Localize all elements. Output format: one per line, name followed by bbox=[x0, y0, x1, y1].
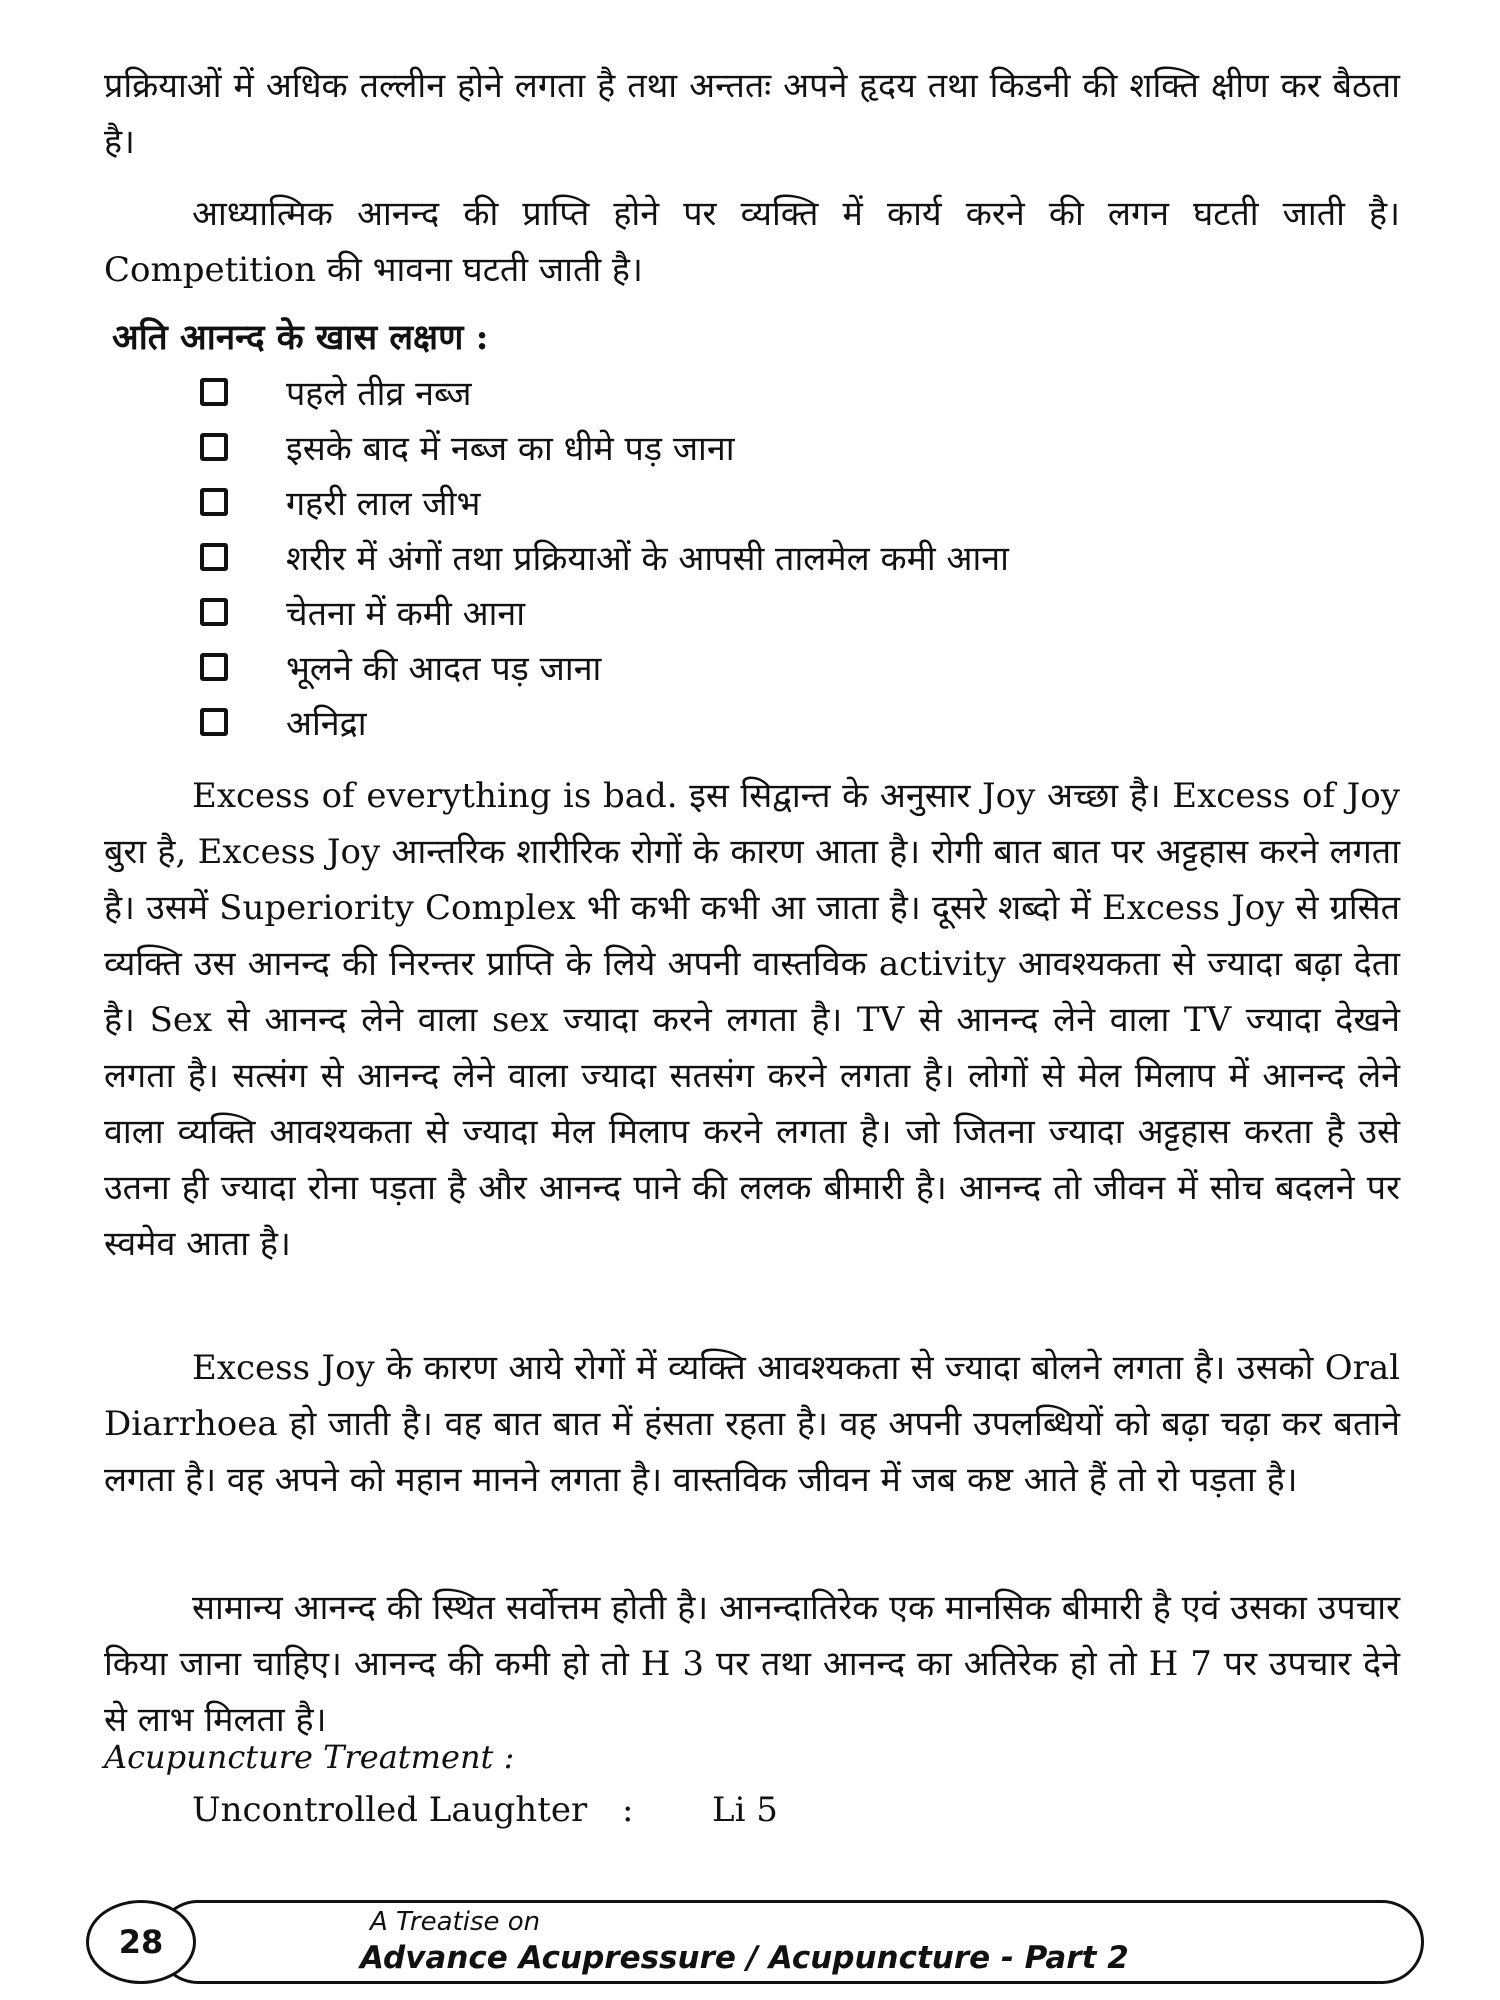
acupuncture-condition: Uncontrolled Laughter bbox=[192, 1790, 588, 1830]
list-item bbox=[200, 364, 1009, 419]
list-item bbox=[200, 639, 1009, 694]
list-item-text: पहले तीव्र नब्ज bbox=[286, 373, 472, 414]
acupuncture-separator: : bbox=[622, 1790, 634, 1830]
checkbox-bullet-icon bbox=[200, 488, 228, 516]
footer-book-title: Advance Acupressure / Acupuncture - Part 2 bbox=[360, 1940, 1129, 1976]
paragraph-continuation: प्रक्रियाओं में अधिक तल्लीन होने लगता है तथा अन्ततः अपने हृदय तथा किडनी की शक्ति क्षीण कर बैठता है। bbox=[104, 66, 1400, 162]
list-item-text: चेतना में कमी आना bbox=[286, 593, 526, 634]
paragraph-excess-joy: Excess of everything is bad. इस सिद्वान्त के अनुसार Joy अच्छा है। Excess of Joy बुरा है, Excess Joy आन्तरिक शारीरिक रोगों के कारण आता है। रोगी बात बात पर अट्टहास करने लगता है। उसमें Superiority Complex भी कभी कभी आ जाता है। दूसरे शब्दो में Excess Joy से ग्रसित व्यक्ति उस आनन्द की निरन्तर प्राप्ति के लिये अपनी वास्तविक activity आवश्यकता से ज्यादा बढ़ा देता है। Sex से आनन्द लेने वाला sex ज्यादा करने लगता है। TV से आनन्द लेने वाला TV ज्यादा देखने लगता है। सत्संग से आनन्द लेने वाला ज्यादा सतसंग करने लगता है। लोगों से मेल मिलाप में आनन्द लेने वाला व्यक्ति आवश्यकता से ज्यादा मेल मिलाप करने लगता है। जो जितना ज्यादा अट्टहास करता है उसे उतना ही ज्यादा रोना पड़ता है और आनन्द पाने की ललक बीमारी है। आनन्द तो जीवन में सोच बदलने पर स्वमेव आता है। bbox=[104, 776, 1400, 1264]
symptoms-list bbox=[200, 364, 1009, 749]
page-number: 28 bbox=[86, 1900, 196, 1984]
checkbox-bullet-icon bbox=[200, 598, 228, 626]
paragraph-excess-joy-diseases: Excess Joy के कारण आये रोगों में व्यक्ति आवश्यकता से ज्यादा बोलने लगता है। उसको Oral Diarrhoea हो जाती है। वह बात बात में हंसता रहता है। वह अपनी उपलब्धियों को बढ़ा चढ़ा कर बताने लगता है। वह अपने को महान मानने लगता है। वास्तविक जीवन में जब कष्ट आते हैं तो रो पड़ता है। bbox=[104, 1348, 1400, 1500]
paragraph-spiritual-joy: आध्यात्मिक आनन्द की प्राप्ति होने पर व्यक्ति में कार्य करने की लगन घटती जाती है। Competition की भावना घटती जाती है। bbox=[104, 194, 1400, 290]
checkbox-bullet-icon bbox=[200, 543, 228, 571]
list-item-text: शरीर में अंगों तथा प्रक्रियाओं के आपसी तालमेल कमी आना bbox=[286, 538, 1009, 579]
footer-subtitle: A Treatise on bbox=[370, 1907, 541, 1937]
list-item bbox=[200, 419, 1009, 474]
paragraph-normal-joy: सामान्य आनन्द की स्थित सर्वोत्तम होती है। आनन्दातिरेक एक मानसिक बीमारी है एवं उसका उपचार किया जाना चाहिए। आनन्द की कमी हो तो H 3 पर तथा आनन्द का अतिरेक हो तो H 7 पर उपचार देने से लाभ मिलता है। bbox=[104, 1588, 1400, 1740]
list-item bbox=[200, 474, 1009, 529]
checkbox-bullet-icon bbox=[200, 378, 228, 406]
symptoms-heading: अति आनन्द के खास लक्षण : bbox=[112, 317, 489, 358]
checkbox-bullet-icon bbox=[200, 708, 228, 736]
checkbox-bullet-icon bbox=[200, 653, 228, 681]
list-item bbox=[200, 529, 1009, 584]
acupuncture-point: Li 5 bbox=[712, 1790, 778, 1830]
list-item-text: इसके बाद में नब्ज का धीमे पड़ जाना bbox=[286, 428, 735, 469]
list-item bbox=[200, 584, 1009, 639]
list-item bbox=[200, 694, 1009, 749]
acupuncture-heading: Acupuncture Treatment : bbox=[104, 1738, 515, 1776]
list-item-text: भूलने की आदत पड़ जाना bbox=[286, 648, 602, 689]
list-item-text: गहरी लाल जीभ bbox=[286, 483, 481, 524]
list-item-text: अनिद्रा bbox=[286, 703, 367, 744]
checkbox-bullet-icon bbox=[200, 433, 228, 461]
